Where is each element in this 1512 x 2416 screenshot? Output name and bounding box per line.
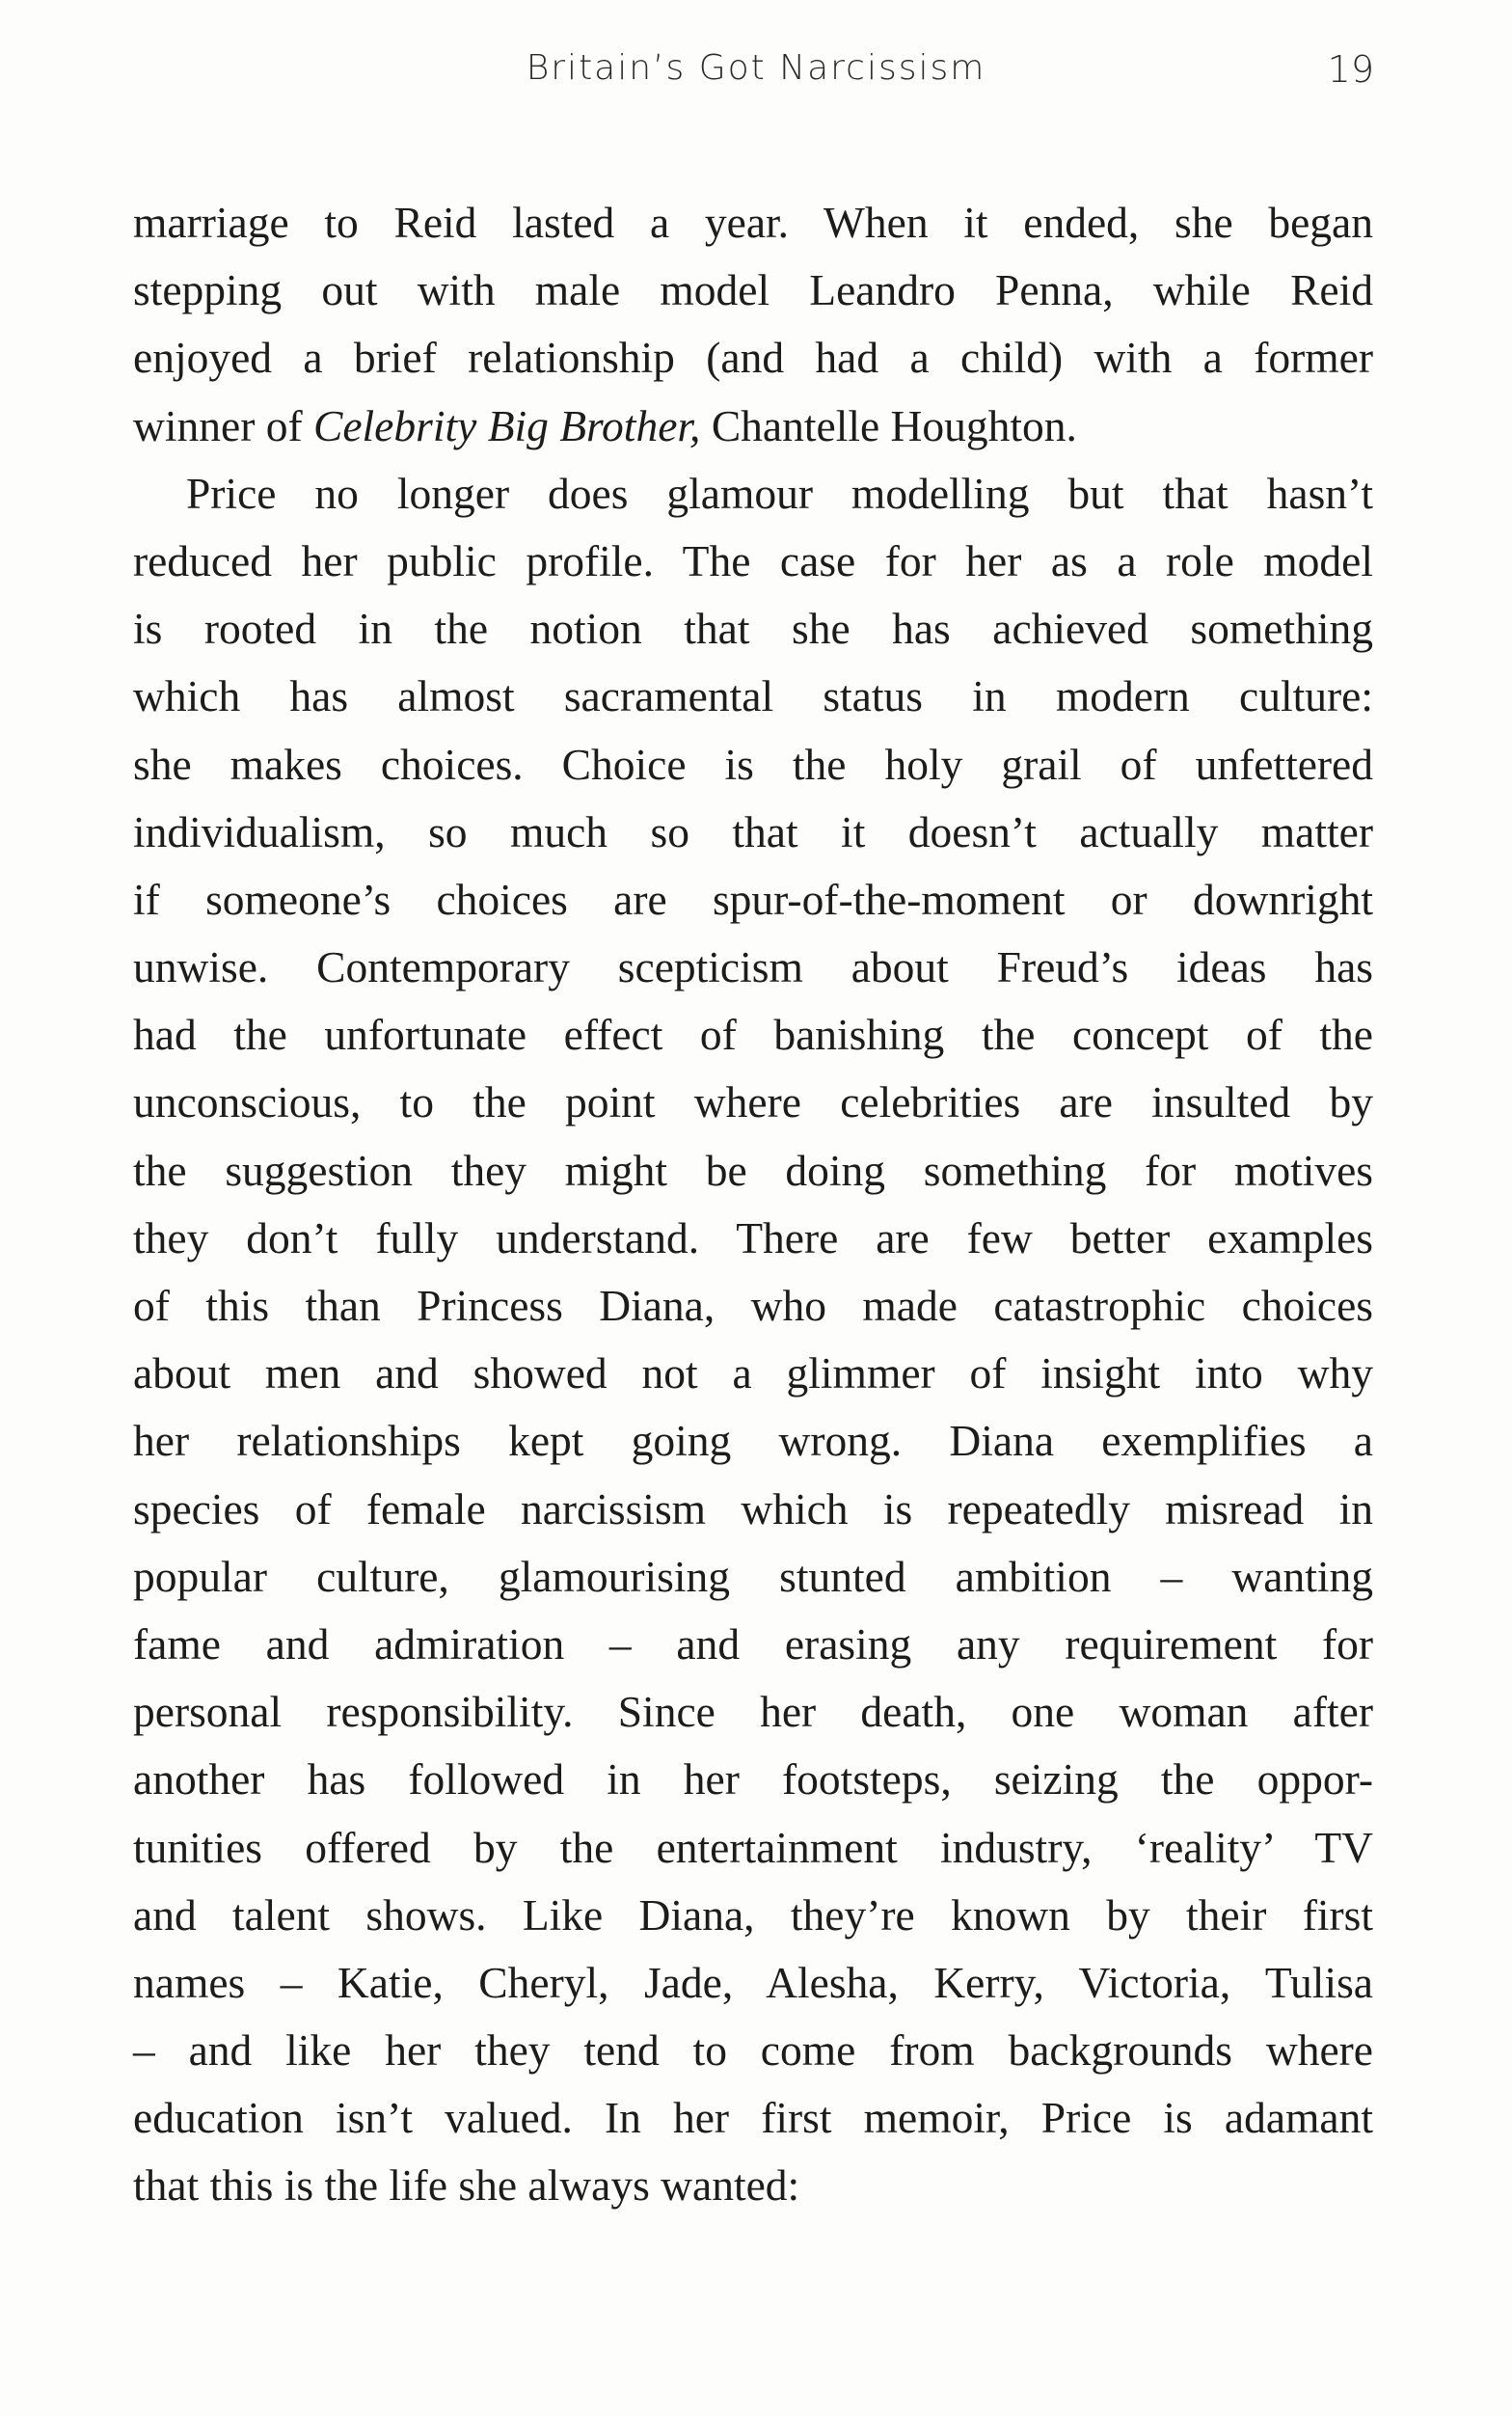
text-run: that this is the life she always wanted: [133,2160,800,2211]
text-line [133,1949,1373,2017]
text-run: tunities offered by the entertainment industry, ‘reality’ TV [133,1822,1373,1872]
text-line [133,1814,1373,1882]
text-run: had the unfortunate effect of banishing the concept of the [133,1010,1373,1060]
text-line [133,1069,1373,1136]
text-run: enjoyed a brief relationship (and had a child) with a former [133,333,1373,383]
text-line [133,799,1373,866]
text-run: the suggestion they might be doing something for motives [133,1145,1373,1195]
text-line [133,460,1373,528]
body-text [133,189,1373,2220]
running-head [0,44,1512,102]
text-line [133,1340,1373,1407]
text-run: of this than Princess Diana, who made catastrophic choices [133,1281,1373,1330]
text-run: is rooted in the notion that she has achieved something [133,604,1373,654]
text-line [133,1205,1373,1272]
text-run: about men and showed not a glimmer of insight into why [133,1348,1373,1398]
text-line [133,1272,1373,1340]
text-run: personal responsibility. Since her death, one woman after [133,1687,1373,1737]
text-run: stepping out with male model Leandro Penna, while Reid [133,265,1373,315]
text-line [133,2152,1373,2219]
text-line [133,663,1373,730]
text-line [133,1476,1373,1543]
running-title: Britain’s Got Narcissism [526,48,986,88]
text-run: Price no longer does glamour modelling but that hasn’t [186,468,1373,518]
text-run: Chantelle Houghton. [700,400,1077,450]
text-line [133,1611,1373,1678]
text-run: names – Katie, Cheryl, Jade, Alesha, Kerry, Victoria, Tulisa [133,1957,1373,2007]
text-run: – and like her they tend to come from backgrounds where [133,2025,1373,2076]
text-run: and talent shows. Like Diana, they’re known by their first [133,1889,1373,1940]
text-line [133,2084,1373,2152]
text-line [133,1746,1373,1813]
text-run: individualism, so much so that it doesn’t actually matter [133,806,1373,856]
text-line [133,1882,1373,1949]
italic-title: Celebrity Big Brother, [313,400,701,450]
text-run: species of female narcissism which is repeatedly misread in [133,1483,1373,1534]
text-run: her relationships kept going wrong. Diana exemplifies a [133,1416,1373,1466]
text-run: unwise. Contemporary scepticism about Freud’s ideas has [133,942,1373,992]
text-line [133,1137,1373,1205]
text-line [133,257,1373,324]
text-run: education isn’t valued. In her first memoir, Price is adamant [133,2093,1373,2143]
text-line [133,324,1373,392]
text-line [133,595,1373,663]
text-line [133,1001,1373,1069]
text-line [133,2017,1373,2084]
text-line [133,866,1373,934]
text-run: they don’t fully understand. There are few better examples [133,1212,1373,1262]
page-number: 19 [1327,48,1374,91]
text-run: reduced her public profile. The case for her as a role model [133,535,1373,585]
text-line [133,393,1373,460]
text-run: fame and admiration – and erasing any requirement for [133,1618,1373,1669]
text-run: another has followed in her footsteps, seizing the oppor- [133,1754,1373,1805]
text-line [133,1678,1373,1746]
text-line [133,1543,1373,1611]
text-run: winner of [133,400,313,450]
text-run: which has almost sacramental status in modern culture: [133,671,1373,721]
text-run: she makes choices. Choice is the holy grail of unfettered [133,739,1373,789]
text-run: unconscious, to the point where celebrities are insulted by [133,1077,1373,1127]
text-run: marriage to Reid lasted a year. When it ended, she began [133,198,1373,247]
text-line [133,934,1373,1001]
text-line [133,189,1373,257]
text-run: popular culture, glamourising stunted ambition – wanting [133,1551,1373,1601]
text-line [133,1407,1373,1475]
text-run: if someone’s choices are spur-of-the-moment or downright [133,874,1373,924]
text-line [133,528,1373,595]
text-line [133,731,1373,799]
